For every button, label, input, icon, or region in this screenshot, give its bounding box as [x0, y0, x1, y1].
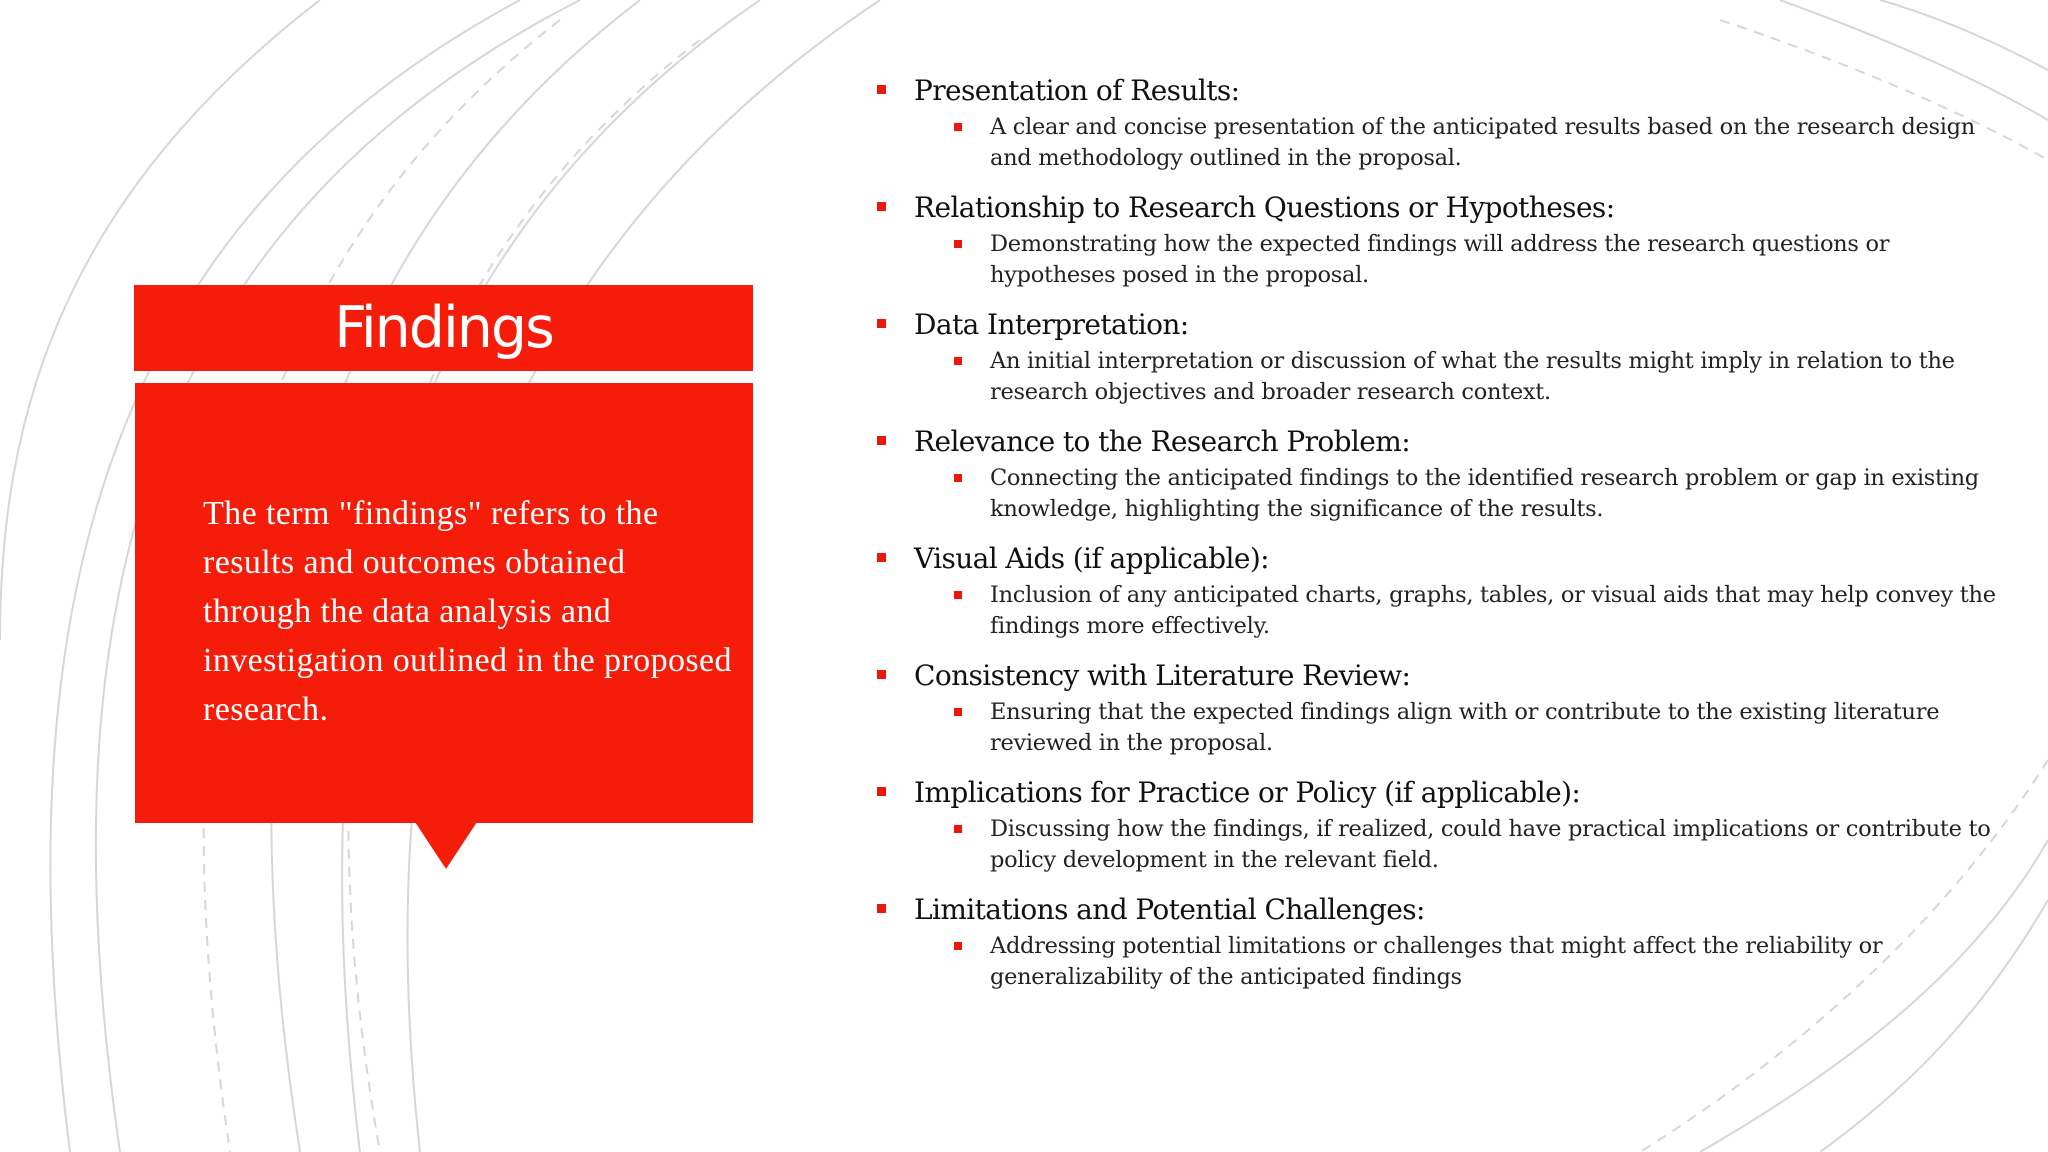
item-detail — [875, 346, 2015, 408]
square-bullet-icon — [877, 319, 886, 328]
square-bullet-icon — [954, 357, 962, 365]
detail-text: A clear and concise presentation of the anticipated results based on the research design and methodology outlined in the proposal. — [990, 114, 1975, 171]
bullet-list — [875, 70, 2015, 1006]
item-heading — [875, 655, 2015, 697]
list-item — [875, 889, 2015, 993]
detail-text: An initial interpretation or discussion of what the results might imply in relation to the research objectives and broader research context. — [990, 348, 1955, 405]
definition-callout — [135, 383, 753, 823]
heading-text: Visual Aids (if applicable): — [914, 542, 1269, 575]
list-item — [875, 772, 2015, 876]
definition-text: The term "findings" refers to the results and outcomes obtained through the data analysis and investigation outlined in the proposed research. — [203, 495, 732, 728]
square-bullet-icon — [954, 591, 962, 599]
item-heading — [875, 187, 2015, 229]
heading-text: Consistency with Literature Review: — [914, 659, 1411, 692]
item-detail — [875, 112, 2015, 174]
list-item — [875, 187, 2015, 291]
square-bullet-icon — [877, 202, 886, 211]
list-item — [875, 655, 2015, 759]
heading-text: Relationship to Research Questions or Hypotheses: — [914, 191, 1615, 224]
square-bullet-icon — [954, 825, 962, 833]
square-bullet-icon — [954, 942, 962, 950]
square-bullet-icon — [954, 240, 962, 248]
detail-text: Connecting the anticipated findings to the identified research problem or gap in existing knowledge, highlighting the significance of the results. — [990, 465, 1979, 522]
item-detail — [875, 697, 2015, 759]
heading-text: Data Interpretation: — [914, 308, 1189, 341]
heading-text: Relevance to the Research Problem: — [914, 425, 1411, 458]
item-heading — [875, 889, 2015, 931]
slide-title: Findings — [334, 295, 553, 361]
item-heading — [875, 70, 2015, 112]
square-bullet-icon — [877, 670, 886, 679]
item-heading — [875, 772, 2015, 814]
list-item — [875, 70, 2015, 174]
heading-text: Implications for Practice or Policy (if applicable): — [914, 776, 1581, 809]
detail-text: Ensuring that the expected findings align with or contribute to the existing literature reviewed in the proposal. — [990, 699, 1940, 756]
square-bullet-icon — [877, 787, 886, 796]
heading-text: Presentation of Results: — [914, 74, 1240, 107]
title-banner — [134, 285, 753, 371]
list-item — [875, 538, 2015, 642]
heading-text: Limitations and Potential Challenges: — [914, 893, 1425, 926]
square-bullet-icon — [954, 708, 962, 716]
square-bullet-icon — [954, 123, 962, 131]
detail-text: Demonstrating how the expected findings will address the research questions or hypotheses posed in the proposal. — [990, 231, 1890, 288]
item-heading — [875, 421, 2015, 463]
detail-text: Discussing how the findings, if realized, could have practical implications or contribute to policy development in the relevant field. — [990, 816, 1991, 873]
callout-pointer — [415, 822, 477, 869]
list-item — [875, 304, 2015, 408]
item-heading — [875, 538, 2015, 580]
square-bullet-icon — [877, 436, 886, 445]
square-bullet-icon — [877, 85, 886, 94]
item-detail — [875, 580, 2015, 642]
square-bullet-icon — [954, 474, 962, 482]
detail-text: Inclusion of any anticipated charts, graphs, tables, or visual aids that may help convey the findings more effectively. — [990, 582, 1996, 639]
item-heading — [875, 304, 2015, 346]
item-detail — [875, 814, 2015, 876]
item-detail — [875, 931, 2015, 993]
square-bullet-icon — [877, 553, 886, 562]
detail-text: Addressing potential limitations or challenges that might affect the reliability or generalizability of the anticipated findings — [990, 933, 1883, 990]
square-bullet-icon — [877, 904, 886, 913]
list-item — [875, 421, 2015, 525]
item-detail — [875, 229, 2015, 291]
item-detail — [875, 463, 2015, 525]
